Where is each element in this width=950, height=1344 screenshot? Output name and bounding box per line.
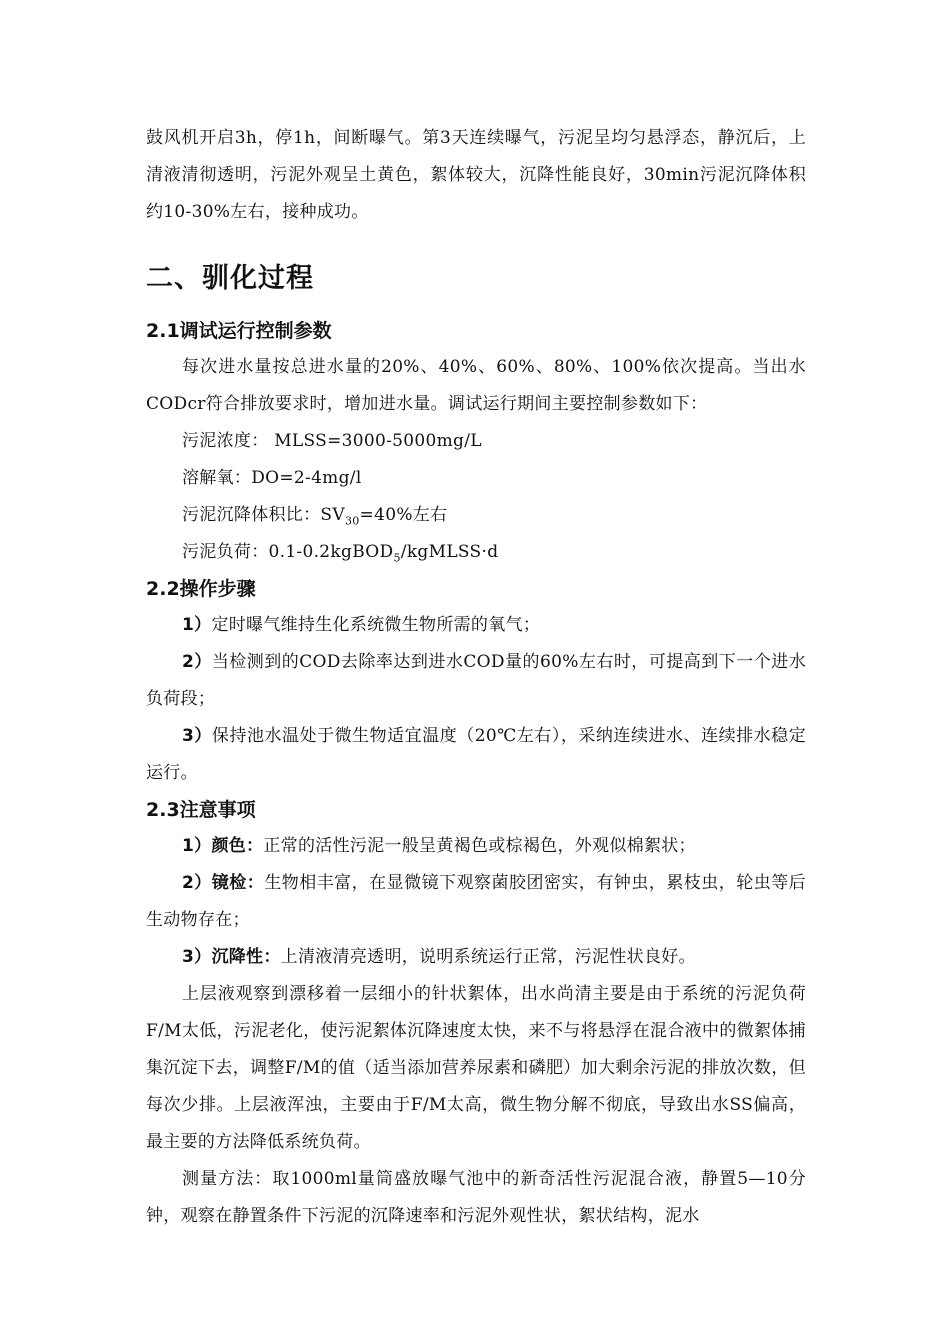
step-2-num: 2） <box>182 652 212 672</box>
note-1-text: 正常的活性污泥一般呈黄褐色或棕褐色，外观似棉絮状； <box>263 836 696 856</box>
param-load-post: /kgMLSS·d <box>400 542 499 562</box>
note-2-text: 生物相丰富，在显微镜下观察菌胶团密实，有钟虫，累枝虫，轮虫等后生动物存在； <box>146 873 806 930</box>
param-load-pre: 污泥负荷：0.1-0.2kgBOD <box>182 542 394 562</box>
document-content <box>146 120 806 1235</box>
param-sv30 <box>146 497 806 534</box>
note-2 <box>146 865 806 939</box>
intro-paragraph: 鼓风机开启3h，停1h，间断曝气。第3天连续曝气，污泥呈均匀悬浮态，静沉后，上清液清彻透明，污泥外观呈土黄色，絮体较大，沉降性能良好，30min污泥沉降体积约10-30%左右，接种成功。 <box>146 128 806 222</box>
step-1 <box>146 607 806 644</box>
param-mlss: 污泥浓度： MLSS=3000-5000mg/L <box>182 431 482 451</box>
param-do: 溶解氧：DO=2-4mg/l <box>182 468 362 488</box>
control-params-paragraph: 每次进水量按总进水量的20%、40%、60%、80%、100%依次提高。当出水CODcr符合排放要求时，增加进水量。调试运行期间主要控制参数如下： <box>146 357 806 414</box>
note-1-num: 1） <box>182 836 212 856</box>
subsection-heading-2-1: 2.1调试运行控制参数 <box>146 320 332 342</box>
step-3-text: 保持池水温处于微生物适宜温度（20℃左右），采纳连续进水、连续排水稳定运行。 <box>146 726 806 783</box>
note-3 <box>146 939 806 976</box>
param-sv30-sub: 30 <box>344 514 360 528</box>
subsection-heading-2-2: 2.2操作步骤 <box>146 578 256 600</box>
note-1 <box>146 828 806 865</box>
section-heading-acclimation: 二、驯化过程 <box>146 263 314 294</box>
note-2-num: 2） <box>182 873 212 893</box>
note-1-label: 颜色： <box>211 836 264 856</box>
step-3 <box>146 718 806 792</box>
param-load-sub: 5 <box>393 551 401 565</box>
note-2-label: 镜检： <box>211 873 265 893</box>
note-3-num: 3） <box>182 947 212 967</box>
subsection-heading-2-3: 2.3注意事项 <box>146 799 256 821</box>
measurement-paragraph: 测量方法：取1000ml量筒盛放曝气池中的新奇活性污泥混合液，静置5—10分钟，观察在静置条件下污泥的沉降速率和污泥外观性状，絮状结构，泥水 <box>146 1169 806 1226</box>
param-sv30-post: =40%左右 <box>359 505 448 525</box>
observation-paragraph: 上层液观察到漂移着一层细小的针状絮体，出水尚清主要是由于系统的污泥负荷F/M太低，污泥老化，使污泥絮体沉降速度太快，来不与将悬浮在混合液中的微絮体捕集沉淀下去，调整F/M的值（适当添加营养尿素和磷肥）加大剩余污泥的排放次数，但每次少排。上层液浑浊，主要由于F/M太高，微生物分解不彻底，导致出水SS偏高，最主要的方法降低系统负荷。 <box>146 984 806 1152</box>
step-1-text: 定时曝气维持生化系统微生物所需的氧气； <box>211 615 541 635</box>
step-3-num: 3） <box>182 726 212 746</box>
step-2-text: 当检测到的COD去除率达到进水COD量的60%左右时，可提高到下一个进水负荷段； <box>146 652 806 709</box>
param-sv30-pre: 污泥沉降体积比：SV <box>182 505 345 525</box>
note-3-text: 上清液清亮透明，说明系统运行正常，污泥性状良好。 <box>280 947 696 967</box>
param-sludge-load <box>146 534 806 571</box>
note-3-label: 沉降性： <box>211 947 281 967</box>
step-2 <box>146 644 806 718</box>
step-1-num: 1） <box>182 615 212 635</box>
